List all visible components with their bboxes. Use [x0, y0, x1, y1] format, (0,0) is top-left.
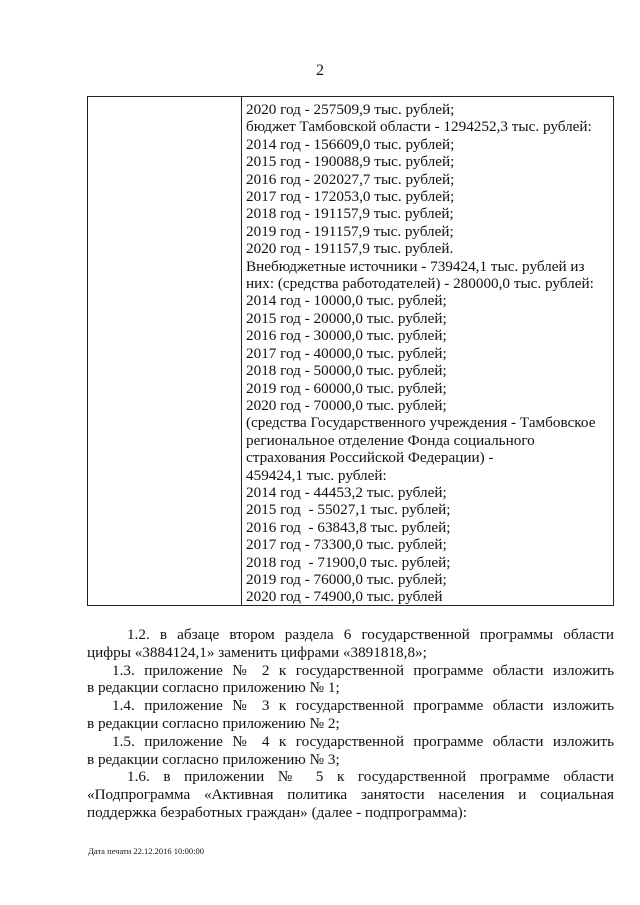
funding-line: 2018 год - 191157,9 тыс. рублей;: [246, 205, 454, 223]
funding-line: 2018 год - 50000,0 тыс. рублей;: [246, 362, 447, 380]
funding-line: 2017 год - 73300,0 тыс. рублей;: [246, 536, 447, 554]
table-column-divider: [241, 97, 242, 605]
funding-line: региональное отделение Фонда социального: [246, 431, 535, 449]
amendment-paragraph: [87, 697, 614, 733]
paragraph-first-line: 1.2. в абзаце втором раздела 6 государственной программы области: [127, 626, 614, 643]
funding-line: 2017 год - 40000,0 тыс. рублей;: [246, 344, 447, 362]
funding-line: 2020 год - 191157,9 тыс. рублей.: [246, 240, 454, 258]
page-number: 2: [316, 62, 324, 79]
paragraph-continuation: в редакции согласно приложению № 3;: [87, 750, 340, 768]
table-funding-cell: [246, 101, 609, 606]
funding-table: [87, 96, 614, 606]
funding-line: 2015 год - 55027,1 тыс. рублей;: [246, 501, 451, 519]
funding-line: 2020 год - 70000,0 тыс. рублей;: [246, 396, 447, 414]
funding-line: 2016 год - 202027,7 тыс. рублей;: [246, 170, 455, 188]
paragraph-first-line: 1.4. приложение № 3 к государственной программе области изложить: [112, 697, 614, 715]
funding-line: них: (средства работодателей) - 280000,0 тыс. рублей:: [246, 275, 594, 293]
funding-line: 2014 год - 10000,0 тыс. рублей;: [246, 292, 447, 310]
funding-line: 2019 год - 60000,0 тыс. рублей;: [246, 379, 447, 397]
funding-line: Внебюджетные источники - 739424,1 тыс. рублей из: [246, 257, 585, 275]
paragraph-first-line: 1.5. приложение № 4 к государственной программе области изложить: [112, 732, 614, 750]
funding-line: 2015 год - 190088,9 тыс. рублей;: [246, 153, 455, 171]
paragraph-continuation: цифры «3884124,1» заменить цифрами «3891818,8»;: [87, 643, 427, 661]
amendment-paragraph: [87, 733, 614, 769]
amendment-paragraph: [87, 768, 614, 821]
paragraph-first-line: 1.6. в приложении № 5 к государственной программе области: [127, 768, 614, 786]
print-date: Дата печати 22.12.2016 10:00:00: [88, 846, 204, 856]
funding-line: бюджет Тамбовской области - 1294252,3 тыс. рублей:: [246, 118, 592, 136]
amendment-paragraphs: [87, 626, 614, 822]
funding-line: 459424,1 тыс. рублей:: [246, 466, 387, 484]
funding-line: страхования Российской Федерации) -: [246, 449, 494, 467]
funding-line: 2014 год - 44453,2 тыс. рублей;: [246, 483, 447, 501]
funding-line: (средства Государственного учреждения - Тамбовское: [246, 414, 596, 432]
funding-line: 2019 год - 191157,9 тыс. рублей;: [246, 222, 454, 240]
funding-line: 2014 год - 156609,0 тыс. рублей;: [246, 135, 455, 153]
amendment-paragraph: [87, 626, 614, 662]
paragraph-continuation: «Подпрограмма «Активная политика занятости населения и социальная поддержка безработных граждан» (далее - подпрограмма):: [87, 786, 614, 821]
paragraph-first-line: 1.3. приложение № 2 к государственной программе области изложить: [112, 661, 614, 679]
funding-line: 2020 год - 74900,0 тыс. рублей: [246, 588, 443, 606]
funding-line: 2019 год - 76000,0 тыс. рублей;: [246, 570, 447, 588]
funding-line: 2016 год - 30000,0 тыс. рублей;: [246, 327, 447, 345]
paragraph-continuation: в редакции согласно приложению № 2;: [87, 714, 340, 732]
funding-line: 2015 год - 20000,0 тыс. рублей;: [246, 309, 447, 327]
amendment-paragraph: [87, 662, 614, 698]
funding-line: 2016 год - 63843,8 тыс. рублей;: [246, 518, 451, 536]
funding-line: 2017 год - 172053,0 тыс. рублей;: [246, 188, 455, 206]
paragraph-continuation: в редакции согласно приложению № 1;: [87, 679, 340, 697]
funding-line: 2018 год - 71900,0 тыс. рублей;: [246, 553, 451, 571]
funding-line: 2020 год - 257509,9 тыс. рублей;: [246, 101, 455, 118]
